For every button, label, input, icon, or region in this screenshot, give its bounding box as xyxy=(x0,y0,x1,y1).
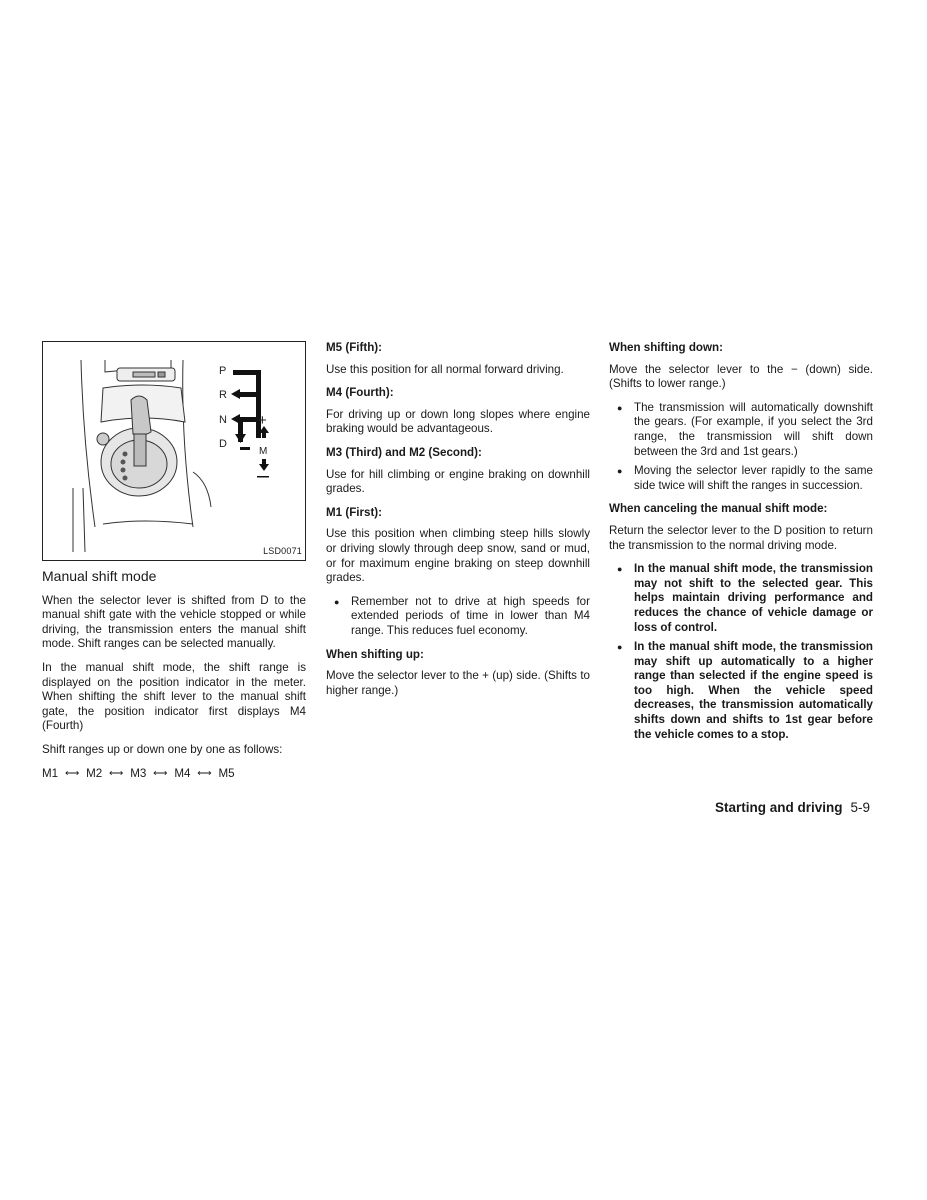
list-item: ● Moving the selector lever rapidly to the same side twice will shift the ranges in succession. xyxy=(609,464,873,493)
cancel-heading: When canceling the manual shift mode: xyxy=(609,502,828,516)
footer-section: Starting and driving xyxy=(714,800,843,815)
m5-heading: M5 (Fifth): xyxy=(326,341,383,354)
shift-lever-figure xyxy=(42,341,306,561)
shift-lever-illustration xyxy=(43,342,305,560)
double-arrow-icon: ⟷ xyxy=(197,767,212,779)
double-arrow-icon: ⟷ xyxy=(153,767,168,779)
m1-text: Use this position when climbing steep hills slowly or driving slowly through deep snow, sand or mud, or for maximum engine braking on steep downhill grades. xyxy=(326,527,590,585)
list-item: ● The transmission will automatically downshift the gears. (For example, if you select the 3rd range, the transmission will shift down between the 3rd and 1st gears.) xyxy=(609,401,873,459)
gear-label-d: D xyxy=(219,438,227,450)
shift-down-heading: When shifting down: xyxy=(609,341,723,354)
m4-text: For driving up or down long slopes where engine braking would be advantageous. xyxy=(326,407,590,436)
paragraph-3: Shift ranges up or down one by one as follows: xyxy=(42,742,283,756)
column-1 xyxy=(42,341,306,781)
sequence-item: M4 xyxy=(174,766,191,780)
gear-label-p: P xyxy=(219,365,227,377)
cancel-text: Return the selector lever to the D position to return the transmission to the normal driving mode. xyxy=(609,523,873,552)
warning-list xyxy=(609,562,873,742)
shift-sequence xyxy=(42,767,306,782)
shift-down-bullets xyxy=(609,401,873,494)
list-item: ● Remember not to drive at high speeds for extended periods of time in lower than M4 range. This reduces fuel economy. xyxy=(326,595,590,639)
warning-item: ● In the manual shift mode, the transmission may not shift to the selected gear. This helps maintain driving performance and reduces the chance of vehicle damage or loss of control. xyxy=(609,562,873,635)
double-arrow-icon: ⟷ xyxy=(64,767,80,779)
sequence-item: M5 xyxy=(218,766,235,780)
m1-heading: M1 (First): xyxy=(326,505,383,519)
page-number: 5-9 xyxy=(850,800,870,815)
section-title: Manual shift mode xyxy=(42,568,157,584)
paragraph-2: In the manual shift mode, the shift range is displayed on the position indicator in the meter. When shifting the shift lever to the manual shift gate, the position indicator first displays M4 (Fourth) xyxy=(42,660,306,733)
m3-text: Use for hill climbing or engine braking on downhill grades. xyxy=(326,467,590,496)
column-3 xyxy=(609,341,873,751)
shift-up-heading: When shifting up: xyxy=(326,647,424,661)
m1-bullet-list xyxy=(326,595,590,639)
shift-down-text: Move the selector lever to the − (down) side. (Shifts to lower range.) xyxy=(609,362,873,391)
figure-code: LSD0071 xyxy=(263,546,302,557)
sequence-item: M2 xyxy=(86,766,103,780)
page-footer xyxy=(715,800,870,815)
plus-label: + xyxy=(258,412,267,429)
paragraph-1: When the selector lever is shifted from D to the manual shift gate with the vehicle stopped or while driving, the transmission enters the manual shift mode. Shift ranges can be selected manually. xyxy=(42,593,306,651)
shift-up-text: Move the selector lever to the + (up) side. (Shifts to higher range.) xyxy=(326,669,590,697)
warning-item: ● In the manual shift mode, the transmission may shift up automatically to a higher range than selected if the engine speed is too high. When the vehicle speed decreases, the transmission automatically shifts down and shifts to 1st gear before the vehicle comes to a stop. xyxy=(609,640,873,742)
m-label: M xyxy=(259,446,268,457)
column-2 xyxy=(326,341,590,707)
sequence-item: M1 xyxy=(42,766,59,780)
m4-heading: M4 (Fourth): xyxy=(326,386,394,400)
gear-label-r: R xyxy=(219,389,227,401)
sequence-item: M3 xyxy=(130,766,147,780)
m3-heading: M3 (Third) and M2 (Second): xyxy=(326,445,482,459)
gear-label-n: N xyxy=(219,414,227,426)
double-arrow-icon: ⟷ xyxy=(109,767,124,779)
m5-text: Use this position for all normal forward driving. xyxy=(326,362,564,376)
